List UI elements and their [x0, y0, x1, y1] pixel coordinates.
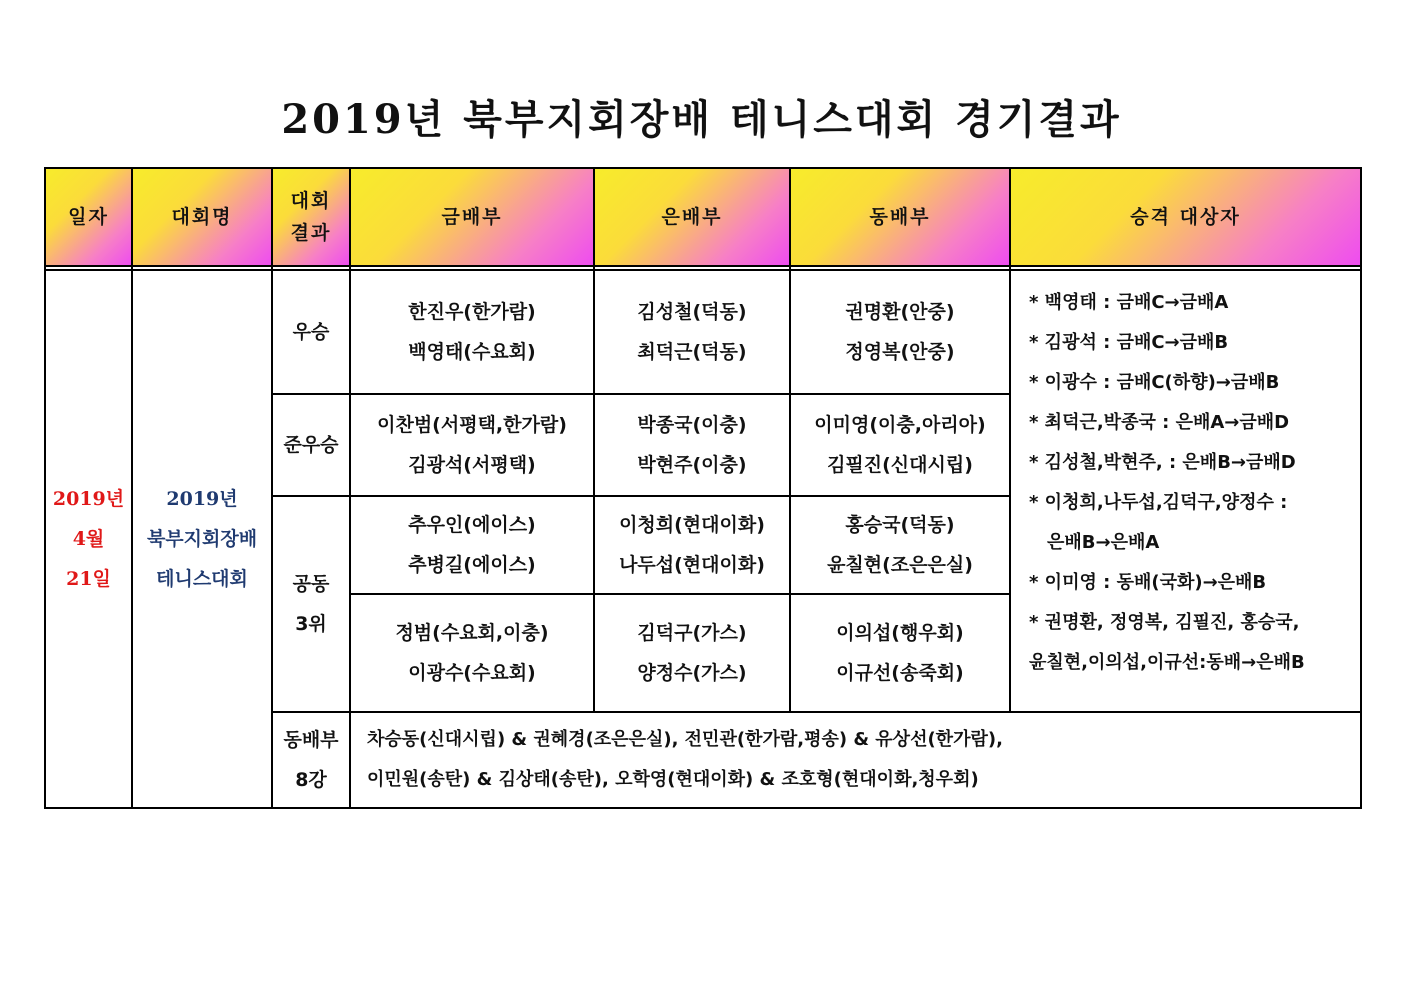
player: 최덕근(덕동) [637, 341, 747, 363]
header-result-line1: 대회 [290, 190, 332, 212]
player: 이규선(송죽회) [836, 662, 964, 684]
header-promotion: 승격 대상자 [1010, 168, 1361, 266]
player: 김덕구(가스) [637, 622, 747, 644]
header-bronze: 동배부 [790, 168, 1010, 266]
promotion-item: * 이미영 : 동배(국화)→은배B [1029, 572, 1267, 593]
third-a-silver [594, 496, 790, 594]
header-event: 대회명 [132, 168, 272, 266]
event-name-line3: 테니스대회 [156, 568, 248, 590]
third-b-silver [594, 594, 790, 712]
third-b-bronze [790, 594, 1010, 712]
third-a-gold [350, 496, 594, 594]
player: 백영태(수요회) [408, 341, 536, 363]
player: 이찬범(서평택,한가람) [377, 414, 567, 436]
winner-silver [594, 270, 790, 394]
promotion-list [1010, 270, 1361, 712]
promotion-item-continued: 윤칠현,이의섭,이규선:동배→은배B [1029, 652, 1305, 673]
header-result [272, 168, 350, 266]
promotion-item: * 김광석 : 금배C→금배B [1029, 332, 1229, 353]
third-b-gold [350, 594, 594, 712]
player: 홍승국(덕동) [845, 514, 955, 536]
player: 양정수(가스) [637, 662, 747, 684]
promotion-item: * 이광수 : 금배C(하향)→금배B [1029, 372, 1280, 393]
player: 김광석(서평택) [408, 454, 536, 476]
player: 윤칠현(조은은실) [827, 554, 973, 576]
third-label-line1: 공동 [292, 573, 330, 595]
promotion-item: * 김성철,박현주, : 은배B→금배D [1029, 452, 1296, 473]
player: 추병길(에이스) [408, 554, 536, 576]
event-date [45, 270, 132, 808]
bronze-quarter-label-line1: 동배부 [283, 729, 339, 751]
winner-gold [350, 270, 594, 394]
header-row [45, 168, 1361, 266]
bronze-quarter-label-line2: 8강 [295, 769, 327, 791]
player: 이미영(이충,아리아) [814, 414, 986, 436]
player: 이광수(수요회) [408, 662, 536, 684]
event-name [132, 270, 272, 808]
winner-row [45, 270, 1361, 394]
bronze-quarter-list [350, 712, 1361, 808]
player: 박종국(이충) [637, 414, 747, 436]
event-name-line2: 북부지회장배 [146, 528, 258, 550]
promotion-item: * 최덕근,박종국 : 은배A→금배D [1029, 412, 1290, 433]
runner-up-gold [350, 394, 594, 496]
player: 한진우(한가람) [408, 301, 536, 323]
player: 이의섭(행우회) [836, 622, 964, 644]
player: 정범(수요회,이충) [395, 622, 549, 644]
date-day: 21일 [66, 568, 111, 590]
third-label-line2: 3위 [295, 613, 327, 635]
promotion-item: * 권명환, 정영복, 김필진, 홍승국, [1029, 612, 1300, 633]
header-gold: 금배부 [350, 168, 594, 266]
player: 정영복(안중) [845, 341, 955, 363]
player: 김필진(신대시립) [827, 454, 973, 476]
results-table [44, 167, 1362, 809]
runner-up-silver [594, 394, 790, 496]
promotion-item-continued: 은배B→은배A [1047, 532, 1160, 553]
third-a-bronze [790, 496, 1010, 594]
event-name-year: 2019년 [166, 488, 238, 510]
player: 추우인(에이스) [408, 514, 536, 536]
result-label-bronze-quarter [272, 712, 350, 808]
player: 김성철(덕동) [637, 301, 747, 323]
player: 박현주(이충) [637, 454, 747, 476]
result-label-runner-up: 준우승 [272, 394, 350, 496]
date-year: 2019년 [52, 488, 125, 510]
quarter-pairs-line: 차승동(신대시립) & 권혜경(조은은실), 전민관(한가람,평송) & 유상선(한가람), [367, 729, 1003, 750]
quarter-pairs-line: 이민원(송탄) & 김상태(송탄), 오학영(현대이화) & 조호형(현대이화,청우회) [367, 769, 979, 790]
player: 나두섭(현대이화) [619, 554, 765, 576]
header-date: 일자 [45, 168, 132, 266]
header-result-line2: 결과 [290, 222, 332, 244]
promotion-item: * 백영태 : 금배C→금배A [1029, 292, 1229, 313]
page-title: 2019년 북부지회장배 테니스대회 경기결과 [281, 96, 1122, 143]
date-month: 4월 [72, 528, 105, 550]
player: 이청희(현대이화) [619, 514, 765, 536]
header-silver: 은배부 [594, 168, 790, 266]
player: 권명환(안중) [845, 301, 955, 323]
winner-bronze [790, 270, 1010, 394]
promotion-item: * 이청희,나두섭,김덕구,양정수 : [1029, 492, 1288, 513]
runner-up-bronze [790, 394, 1010, 496]
result-label-winner: 우승 [272, 270, 350, 394]
result-label-third [272, 496, 350, 712]
